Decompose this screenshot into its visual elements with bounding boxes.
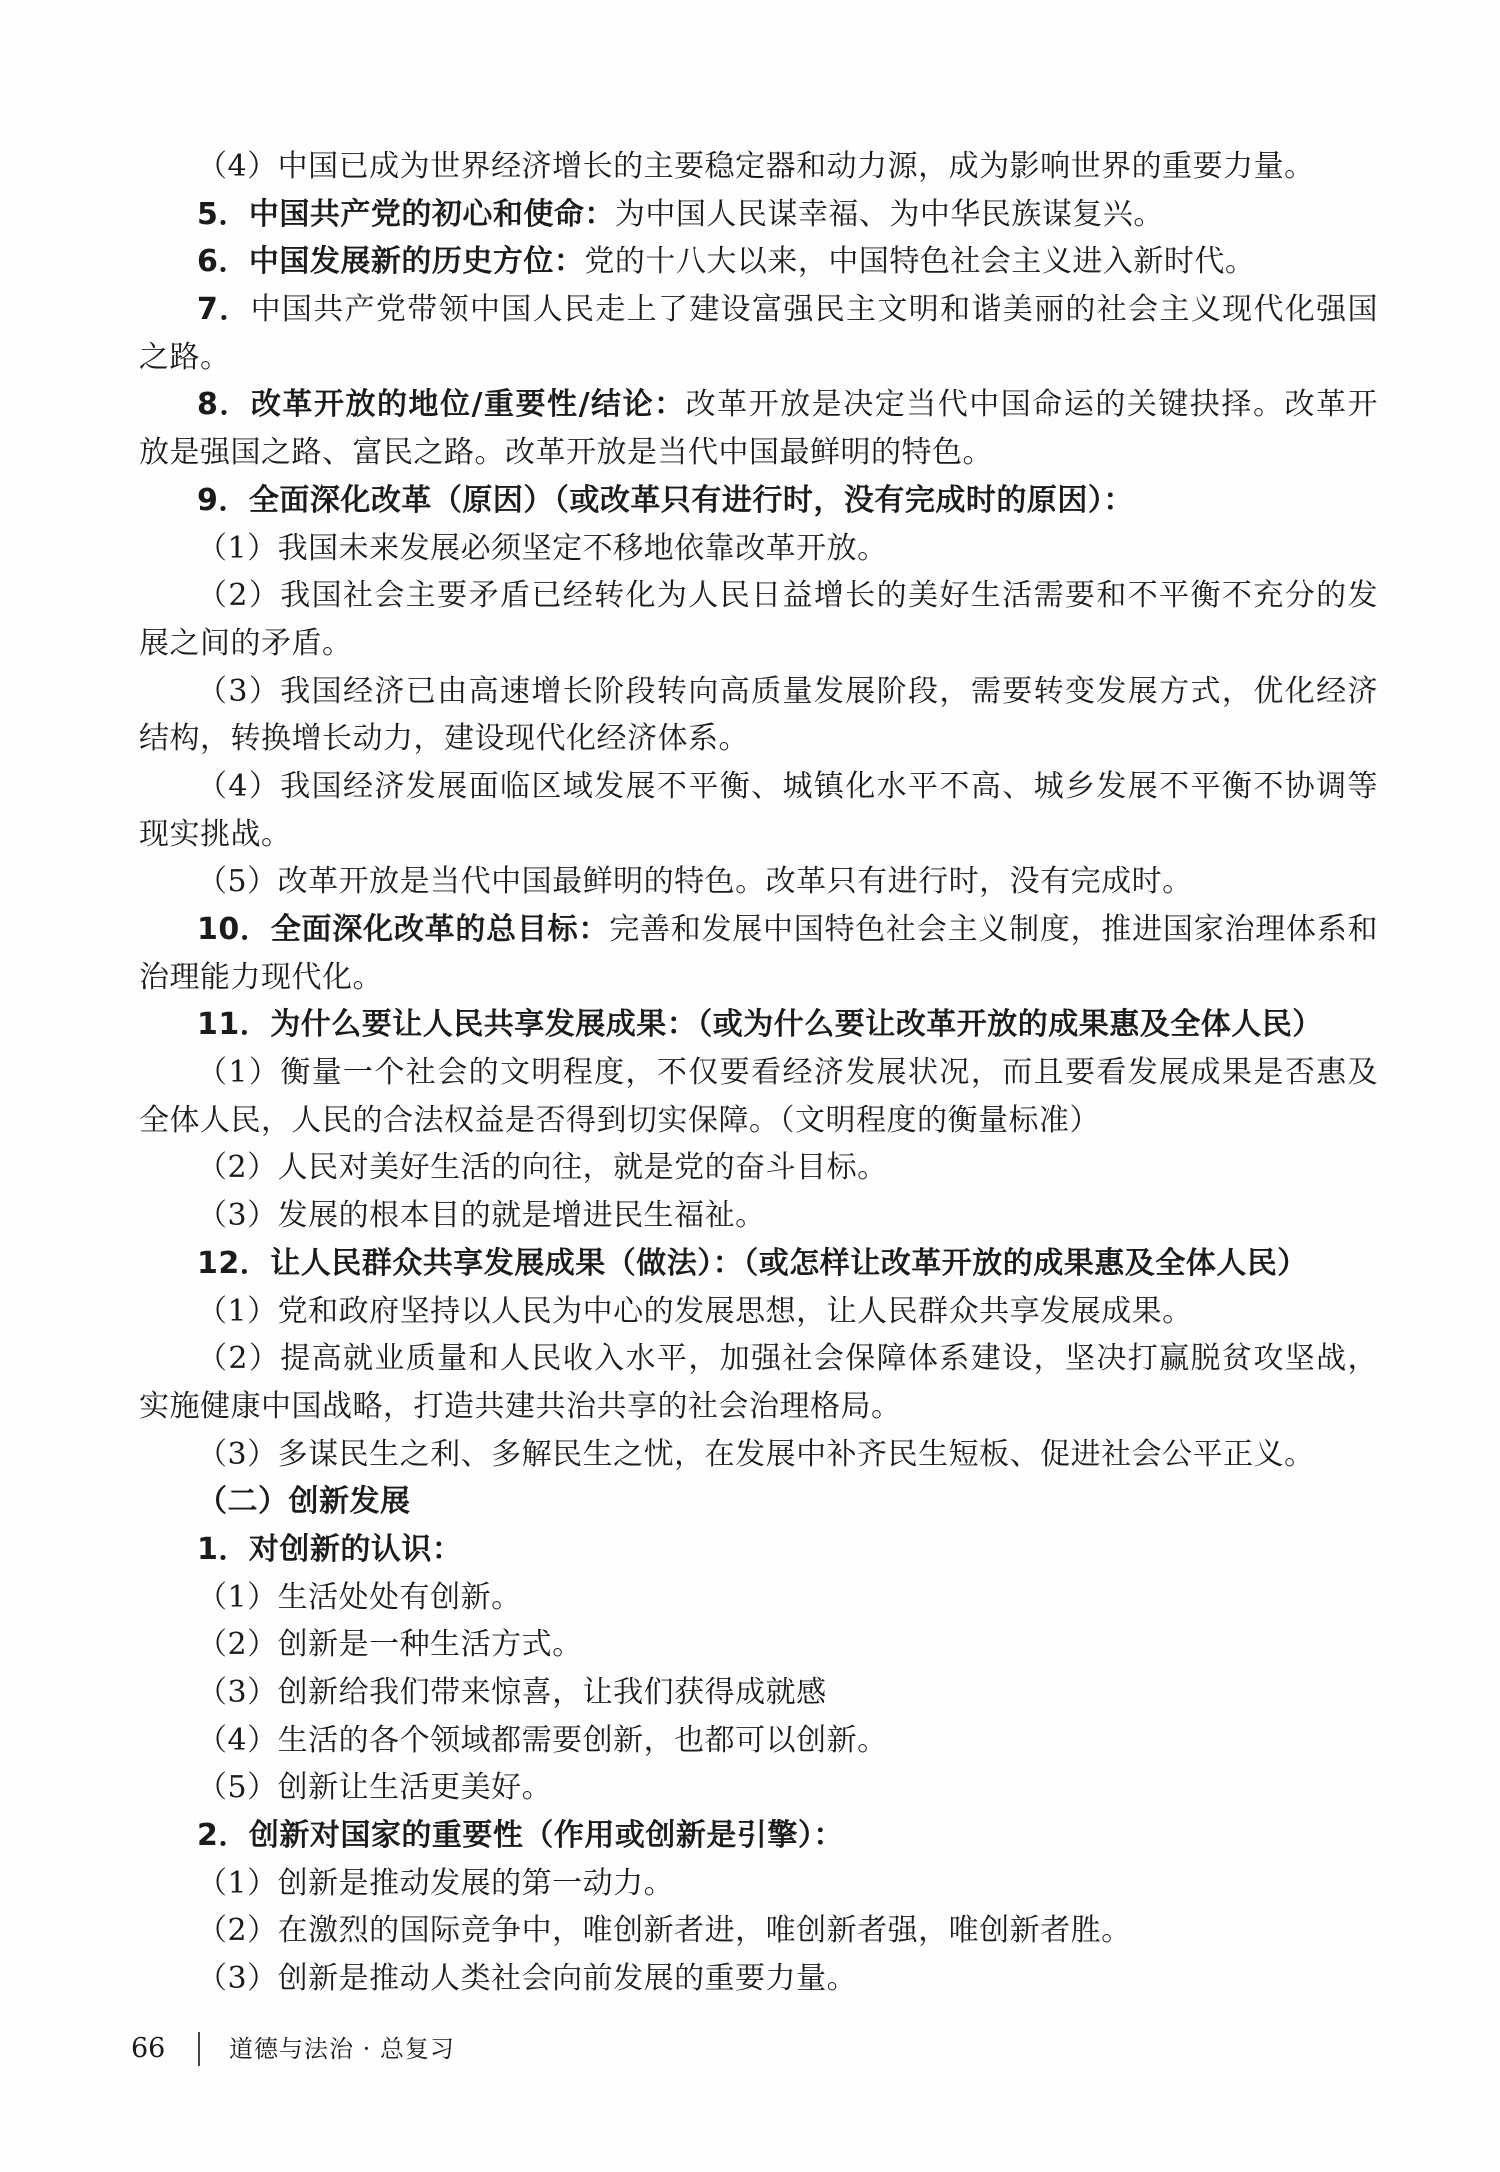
text-line <box>139 1955 1378 2003</box>
text-line <box>139 191 1378 239</box>
bold-label: 5．中国共产党的初心和使命： <box>197 196 615 232</box>
list-item <box>139 1907 1378 1955</box>
line-text: 展之间的矛盾。 <box>139 625 353 661</box>
text-line <box>139 668 1378 716</box>
line-text: 为中国人民谋幸福、为中华民族谋复兴。 <box>614 196 1164 232</box>
text-line <box>139 1860 1378 1908</box>
point-item <box>139 238 1378 286</box>
list-item <box>139 1192 1378 1240</box>
line-text: （1）我国未来发展必须坚定不移地依靠改革开放。 <box>197 530 888 566</box>
text-line <box>139 1574 1378 1622</box>
line-text: 放是强国之路、富民之路。改革开放是当代中国最鲜明的特色。 <box>139 435 993 471</box>
point-item <box>139 381 1378 476</box>
bold-label: 9．全面深化改革（原因）（或改革只有进行时，没有完成时的原因）： <box>197 482 1134 518</box>
text-line <box>139 572 1378 620</box>
line-text: 完善和发展中国特色社会主义制度，推进国家治理体系和 <box>609 912 1379 947</box>
text-line <box>139 811 1378 859</box>
list-item <box>139 858 1378 906</box>
line-text: 结构，转换增长动力，建设现代化经济体系。 <box>139 721 749 757</box>
text-line <box>139 477 1378 525</box>
text-line <box>139 1526 1378 1574</box>
bold-label: （二）创新发展 <box>197 1484 411 1520</box>
page-number: 66 <box>131 2033 166 2064</box>
text-line <box>139 954 1378 1002</box>
bold-label: 1．对创新的认识： <box>197 1531 463 1567</box>
text-line <box>139 1431 1378 1479</box>
point-item <box>139 191 1378 239</box>
text-line <box>139 1812 1378 1860</box>
line-text: 之路。 <box>139 339 231 375</box>
text-line <box>139 1478 1378 1526</box>
line-text: （3）我国经济已由高速增长阶段转向高质量发展阶段，需要转变发展方式，优化经济 <box>197 673 1378 709</box>
text-line <box>139 1049 1378 1097</box>
text-line <box>139 1764 1378 1812</box>
line-text: （1）生活处处有创新。 <box>197 1579 522 1615</box>
text-line <box>139 1669 1378 1717</box>
section-heading <box>139 1478 1378 1526</box>
line-text: 现实挑战。 <box>139 816 292 852</box>
point-heading <box>139 1526 1378 1574</box>
list-item <box>139 1144 1378 1192</box>
line-text: （2）提高就业质量和人民收入水平，加强社会保障体系建设，坚决打赢脱贫攻坚战， <box>197 1341 1378 1377</box>
point-heading <box>139 1240 1378 1288</box>
text-line <box>139 1907 1378 1955</box>
line-text: （4）生活的各个领域都需要创新，也都可以创新。 <box>197 1722 888 1758</box>
text-line <box>139 429 1378 477</box>
line-text: 党的十八大以来，中国特色社会主义进入新时代。 <box>584 244 1256 280</box>
bold-label: 7． <box>197 292 251 328</box>
text-line <box>139 1192 1378 1240</box>
line-text: （3）创新是推动人类社会向前发展的重要力量。 <box>197 1961 858 1997</box>
line-text: （5）改革开放是当代中国最鲜明的特色。改革只有进行时，没有完成时。 <box>197 864 1193 900</box>
list-item <box>139 1764 1378 1812</box>
list-item <box>139 1335 1378 1430</box>
text-line <box>139 1097 1378 1145</box>
line-text: 实施健康中国战略，打造共建共治共享的社会治理格局。 <box>139 1388 902 1424</box>
text-line <box>139 1288 1378 1336</box>
footer-divider <box>198 2032 200 2066</box>
list-item <box>139 668 1378 763</box>
text-line <box>139 620 1378 668</box>
line-text: （3）发展的根本目的就是增进民生福祉。 <box>197 1198 766 1234</box>
line-text: 中国共产党带领中国人民走上了建设富强民主文明和谐美丽的社会主义现代化强国 <box>250 292 1379 328</box>
list-item <box>139 525 1378 573</box>
list-item <box>139 1574 1378 1622</box>
list-item <box>139 1049 1378 1144</box>
line-text: （4）我国经济发展面临区域发展不平衡、城镇化水平不高、城乡发展不平衡不协调等 <box>197 768 1378 804</box>
text-line <box>139 525 1378 573</box>
list-item <box>139 1431 1378 1479</box>
text-line <box>139 238 1378 286</box>
bold-label: 2．创新对国家的重要性（作用或创新是引擎）： <box>197 1818 844 1854</box>
text-line <box>139 1717 1378 1765</box>
list-item <box>139 1717 1378 1765</box>
bold-label: 10．全面深化改革的总目标： <box>197 912 610 947</box>
line-text: 治理能力现代化。 <box>139 959 383 995</box>
text-line <box>139 1001 1378 1049</box>
point-heading <box>139 477 1378 525</box>
list-item <box>139 143 1378 191</box>
text-line <box>139 715 1378 763</box>
text-line <box>139 143 1378 191</box>
list-item <box>139 1860 1378 1908</box>
line-text: （2）人民对美好生活的向往，就是党的奋斗目标。 <box>197 1150 888 1186</box>
point-heading <box>139 1001 1378 1049</box>
text-line <box>139 1383 1378 1431</box>
line-text: （1）创新是推动发展的第一动力。 <box>197 1865 675 1901</box>
text-line <box>139 906 1378 954</box>
bold-label: 11．为什么要让人民共享发展成果：（或为什么要让改革开放的成果惠及全体人民） <box>197 1007 1323 1043</box>
book-title: 道德与法治 · 总复习 <box>229 2035 455 2063</box>
text-line <box>139 763 1378 811</box>
line-text: （3）创新给我们带来惊喜，让我们获得成就感 <box>197 1675 827 1710</box>
line-text: （4）中国已成为世界经济增长的主要稳定器和动力源，成为影响世界的重要力量。 <box>197 149 1315 184</box>
line-text: （1）党和政府坚持以人民为中心的发展思想，让人民群众共享发展成果。 <box>197 1293 1193 1329</box>
page-body <box>139 143 1378 2003</box>
list-item <box>139 1621 1378 1669</box>
text-line <box>139 858 1378 906</box>
bold-label: 6．中国发展新的历史方位： <box>197 244 585 280</box>
text-line <box>139 1621 1378 1669</box>
point-item <box>139 286 1378 381</box>
text-line <box>139 286 1378 334</box>
text-line <box>139 381 1378 429</box>
line-text: （1）衡量一个社会的文明程度，不仅要看经济发展状况，而且要看发展成果是否惠及 <box>197 1055 1378 1091</box>
line-text: （2）创新是一种生活方式。 <box>197 1627 583 1663</box>
list-item <box>139 572 1378 667</box>
text-line <box>139 334 1378 382</box>
text-line <box>139 1240 1378 1288</box>
bold-label: 12．让人民群众共享发展成果（做法）：（或怎样让改革开放的成果惠及全体人民） <box>197 1245 1308 1281</box>
list-item <box>139 1669 1378 1717</box>
line-text: 改革开放是决定当代中国命运的关键抉择。改革开 <box>685 387 1378 423</box>
bold-label: 8．改革开放的地位/重要性/结论： <box>197 387 686 423</box>
point-heading <box>139 1812 1378 1860</box>
line-text: （2）在激烈的国际竞争中，唯创新者进，唯创新者强，唯创新者胜。 <box>197 1913 1132 1949</box>
line-text: 全体人民，人民的合法权益是否得到切实保障。（文明程度的衡量标准） <box>139 1102 1100 1138</box>
line-text: （5）创新让生活更美好。 <box>197 1770 553 1806</box>
text-line <box>139 1335 1378 1383</box>
list-item <box>139 1955 1378 2003</box>
line-text: （3）多谋民生之利、多解民生之忧，在发展中补齐民生短板、促进社会公平正义。 <box>197 1436 1315 1472</box>
point-item <box>139 906 1378 1001</box>
text-line <box>139 1144 1378 1192</box>
line-text: （2）我国社会主要矛盾已经转化为人民日益增长的美好生活需要和不平衡不充分的发 <box>197 578 1378 614</box>
list-item <box>139 1288 1378 1336</box>
list-item <box>139 763 1378 858</box>
